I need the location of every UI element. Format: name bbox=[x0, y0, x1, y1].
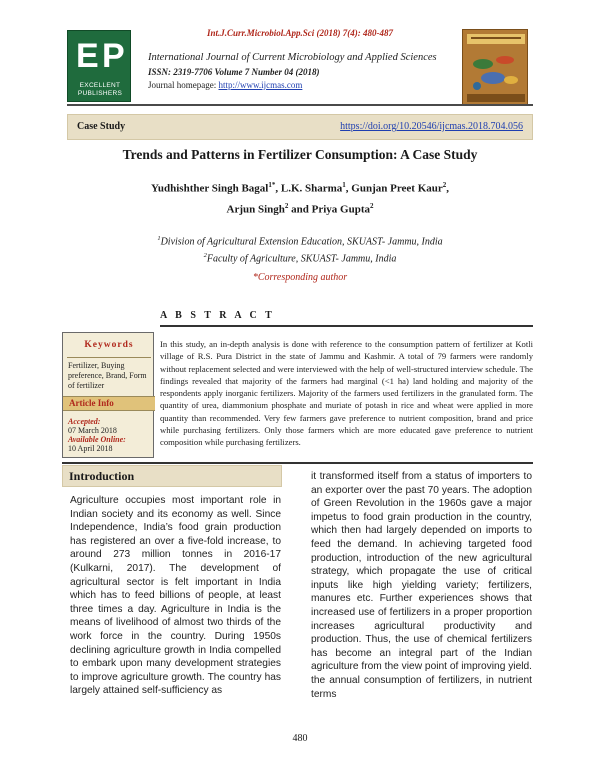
author-list bbox=[0, 177, 600, 218]
abstract-text: In this study, an in-depth analysis is done with reference to the consumption pattern of fertilizer at Kotli village of R.S. Pura District in the state of Jammu and Kashmir. A total of 79 farmers were randomly without replacement selected and were interviewed with the help of well-structured interview schedule. The findings revealed that majority of the farmers had marginal (<1 ha) land holding and majority of the respondents apply inorganic fertilizers. Majority of the farmers used fertilizers in the granulated form. The quantity of urea, diammonium phosphate and muriate of potash in rice and wheat were applied in more quantity than recommended. Very few farmers gave preference to nutrient composition, brand and price while purchasing fertilizers. Only those farmers which are more educated gave preference to nutrient composition while purchasing fertilizers. bbox=[160, 339, 533, 448]
introduction-heading: Introduction bbox=[69, 469, 135, 483]
accepted-label: Accepted: bbox=[68, 417, 101, 426]
abstract-bottom-rule bbox=[62, 462, 533, 464]
journal-issn: ISSN: 2319-7706 Volume 7 Number 04 (2018) bbox=[148, 67, 320, 77]
author-affiliation-mark: 2 bbox=[442, 181, 447, 189]
article-info-heading: Article Info bbox=[69, 398, 114, 408]
affiliation-mark: 2 bbox=[203, 252, 207, 260]
page-number: 480 bbox=[292, 733, 308, 744]
doi-link[interactable]: https://doi.org/10.20546/ijcmas.2018.704.056 bbox=[340, 121, 523, 132]
publisher-logo bbox=[67, 30, 131, 102]
cover-art-icon bbox=[463, 30, 528, 105]
logo-letter-p: P bbox=[102, 37, 125, 75]
author-line-1 bbox=[0, 177, 600, 198]
affiliations bbox=[0, 232, 600, 267]
homepage-link[interactable]: http://www.ijcmas.com bbox=[218, 80, 303, 90]
author-name: , Gunjan Preet Kaur bbox=[345, 182, 443, 195]
logo-publisher-text: EXCELLENT PUBLISHERS bbox=[77, 82, 123, 97]
article-type-label: Case Study bbox=[77, 121, 126, 132]
affiliation-2 bbox=[0, 249, 600, 266]
article-type-bar bbox=[67, 114, 533, 140]
affiliation-text: Faculty of Agriculture, SKUAST- Jammu, India bbox=[206, 253, 397, 265]
author-name: , L.K. Sharma bbox=[275, 182, 343, 195]
body-left-column: Agriculture occupies most important role in Indian society and its economy as well. Since Independence, India’s food grain production has registered an over a five-fold increase, to around 273 million tonnes in 2016-17 (Kulkarni, 2017). The development of agricultural sector is felt important in India which has to feed billions of people, at least three times a day. Agriculture in India is the means of livelihood of almost two thirds of the work force in the country. During 1950s declining agriculture growth in India compelled to embark upon many development strategies to improve agriculture growth. The country has largely attained self-sufficiency as bbox=[70, 495, 281, 697]
author-name: and Priya Gupta bbox=[288, 203, 370, 216]
journal-title: International Journal of Current Microbiology and Applied Sciences bbox=[148, 52, 437, 63]
author-affiliation-mark: 2 bbox=[284, 201, 289, 210]
keywords-heading: Keywords bbox=[84, 340, 134, 350]
keywords-list: Fertilizer, Buying preference, Brand, Form of fertilizer bbox=[68, 361, 147, 390]
article-info-bar bbox=[63, 396, 155, 411]
author-affiliation-mark: 2 bbox=[370, 201, 374, 210]
homepage-label: Journal homepage: bbox=[148, 80, 219, 90]
corresponding-author-note: *Corresponding author bbox=[252, 272, 348, 283]
affiliation-text: Division of Agricultural Extension Education, SKUAST- Jammu, India bbox=[160, 236, 443, 248]
journal-cover-image bbox=[462, 29, 528, 105]
available-online-label: Available Online: bbox=[68, 435, 126, 444]
abstract-top-rule bbox=[160, 325, 533, 327]
author-name: Arjun Singh bbox=[226, 203, 285, 216]
author-affiliation-mark: 1 bbox=[342, 181, 346, 189]
author-separator: , bbox=[446, 182, 450, 195]
affiliation-1 bbox=[0, 232, 600, 249]
article-info-sidebar bbox=[62, 332, 154, 458]
article-title: Trends and Patterns in Fertilizer Consumption: A Case Study bbox=[122, 147, 478, 162]
introduction-heading-box bbox=[62, 465, 282, 487]
accepted-date: 07 March 2018 bbox=[68, 426, 117, 435]
author-line-2 bbox=[0, 198, 600, 219]
affiliation-mark: 1 bbox=[157, 235, 161, 242]
header-divider bbox=[67, 104, 533, 106]
body-right-column: it transformed itself from a status of importers to an exporter over the past 70 years. The adoption of Green Revolution in the 1960s gave a major impetus to food grain production in the country, which then had largely depended on imports to feed the demand. In achieving targeted food production, introduction of the new agricultural strategy, which propagate the use of critical inputs like high yielding variety; fertilizers, manures etc. Further experiences shows that increased use of fertilizers in a proper proportion increases agricultural productivity and production. Thus, the use of chemical fertilizers has become an integral part of the Indian agriculture from the view point of improving yield. the annual consumption of fertilizers, in nutrient terms bbox=[311, 471, 532, 700]
journal-homepage bbox=[148, 80, 302, 90]
running-head: Int.J.Curr.Microbiol.App.Sci (2018) 7(4): 480-487 bbox=[206, 28, 393, 38]
author-affiliation-mark: 1* bbox=[268, 181, 276, 189]
logo-letter-e: E bbox=[76, 37, 99, 75]
keywords-rule bbox=[67, 357, 151, 358]
author-name: Yudhishther Singh Bagal bbox=[150, 182, 269, 195]
available-online-date: 10 April 2018 bbox=[68, 444, 113, 453]
abstract-heading: A B S T R A C T bbox=[160, 310, 275, 321]
